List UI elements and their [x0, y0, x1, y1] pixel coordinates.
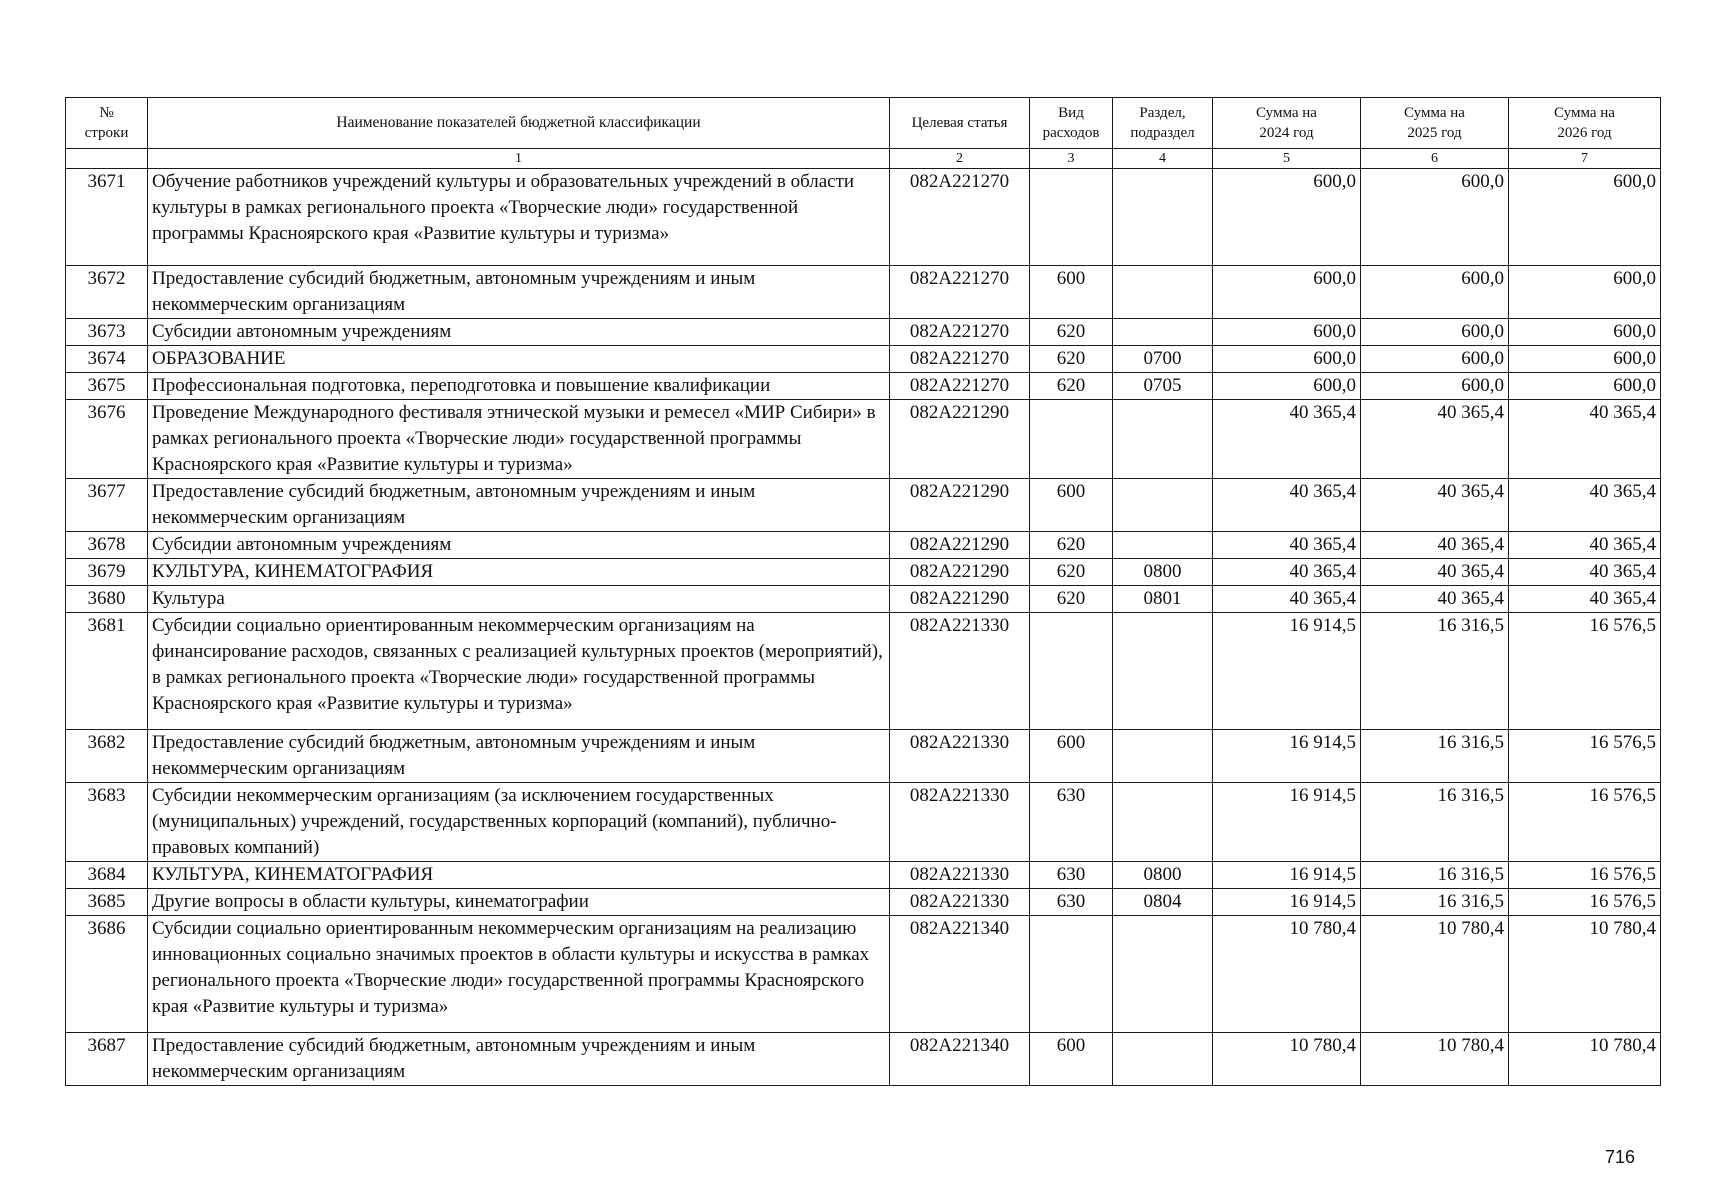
row-number: 3682 — [66, 730, 148, 783]
header-sum-2024: Сумма на 2024 год — [1213, 98, 1361, 149]
sum-2026: 16 576,5 — [1509, 862, 1661, 889]
section-code — [1113, 319, 1213, 346]
sum-2026: 16 576,5 — [1509, 889, 1661, 916]
sum-2025: 40 365,4 — [1361, 400, 1509, 479]
sum-2025: 10 780,4 — [1361, 916, 1509, 1033]
row-number: 3685 — [66, 889, 148, 916]
header-row-number: № строки — [66, 98, 148, 149]
sum-2025: 16 316,5 — [1361, 783, 1509, 862]
table-row — [66, 532, 1661, 559]
sum-2026: 16 576,5 — [1509, 730, 1661, 783]
row-number: 3687 — [66, 1033, 148, 1086]
section-code: 0801 — [1113, 586, 1213, 613]
sum-2025: 600,0 — [1361, 169, 1509, 266]
indicator-name: ОБРАЗОВАНИЕ — [148, 346, 890, 373]
sum-2025: 600,0 — [1361, 319, 1509, 346]
row-number: 3676 — [66, 400, 148, 479]
target-article: 082А221270 — [890, 169, 1030, 266]
sum-2024: 16 914,5 — [1213, 889, 1361, 916]
sum-2025: 600,0 — [1361, 266, 1509, 319]
sum-2026: 10 780,4 — [1509, 916, 1661, 1033]
expense-type: 620 — [1030, 373, 1113, 400]
target-article: 082А221330 — [890, 889, 1030, 916]
target-article: 082А221270 — [890, 373, 1030, 400]
target-article: 082А221340 — [890, 1033, 1030, 1086]
expense-type — [1030, 613, 1113, 730]
column-number: 4 — [1113, 149, 1213, 169]
table-row — [66, 730, 1661, 783]
section-code — [1113, 613, 1213, 730]
expense-type: 630 — [1030, 783, 1113, 862]
sum-2024: 40 365,4 — [1213, 559, 1361, 586]
row-number: 3674 — [66, 346, 148, 373]
indicator-name: Субсидии некоммерческим организациям (за исключением государственных (муниципальных) учреждений, государственных корпораций (компаний), публично-правовых компаний) — [148, 783, 890, 862]
indicator-name: Профессиональная подготовка, переподготовка и повышение квалификации — [148, 373, 890, 400]
sum-2024: 600,0 — [1213, 266, 1361, 319]
target-article: 082А221270 — [890, 319, 1030, 346]
table-row — [66, 916, 1661, 1033]
indicator-name: Предоставление субсидий бюджетным, автономным учреждениям и иным некоммерческим организациям — [148, 266, 890, 319]
target-article: 082А221290 — [890, 586, 1030, 613]
column-number: 7 — [1509, 149, 1661, 169]
sum-2026: 40 365,4 — [1509, 559, 1661, 586]
table-row — [66, 346, 1661, 373]
indicator-name: Субсидии автономным учреждениям — [148, 532, 890, 559]
row-number: 3678 — [66, 532, 148, 559]
sum-2025: 16 316,5 — [1361, 613, 1509, 730]
sum-2025: 10 780,4 — [1361, 1033, 1509, 1086]
section-code — [1113, 730, 1213, 783]
table-row — [66, 169, 1661, 266]
table-row — [66, 400, 1661, 479]
expense-type: 620 — [1030, 346, 1113, 373]
row-number: 3686 — [66, 916, 148, 1033]
sum-2024: 16 914,5 — [1213, 613, 1361, 730]
table-row — [66, 1033, 1661, 1086]
expense-type: 620 — [1030, 319, 1113, 346]
target-article: 082А221330 — [890, 862, 1030, 889]
sum-2026: 40 365,4 — [1509, 400, 1661, 479]
indicator-name: КУЛЬТУРА, КИНЕМАТОГРАФИЯ — [148, 559, 890, 586]
target-article: 082А221270 — [890, 346, 1030, 373]
indicator-name: Другие вопросы в области культуры, кинематографии — [148, 889, 890, 916]
row-number: 3677 — [66, 479, 148, 532]
row-number: 3684 — [66, 862, 148, 889]
section-code — [1113, 916, 1213, 1033]
row-number: 3673 — [66, 319, 148, 346]
row-number: 3679 — [66, 559, 148, 586]
sum-2026: 600,0 — [1509, 319, 1661, 346]
expense-type: 630 — [1030, 862, 1113, 889]
page-number: 716 — [1605, 1147, 1636, 1167]
sum-2025: 600,0 — [1361, 346, 1509, 373]
table-row — [66, 266, 1661, 319]
table-row — [66, 479, 1661, 532]
target-article: 082А221270 — [890, 266, 1030, 319]
target-article: 082А221290 — [890, 479, 1030, 532]
indicator-name: Культура — [148, 586, 890, 613]
row-number: 3683 — [66, 783, 148, 862]
row-number: 3671 — [66, 169, 148, 266]
sum-2026: 600,0 — [1509, 346, 1661, 373]
sum-2025: 40 365,4 — [1361, 586, 1509, 613]
sum-2024: 600,0 — [1213, 169, 1361, 266]
target-article: 082А221330 — [890, 730, 1030, 783]
budget-table — [65, 97, 1661, 1086]
header-sum-2025: Сумма на 2025 год — [1361, 98, 1509, 149]
table-row — [66, 613, 1661, 730]
section-code — [1113, 1033, 1213, 1086]
section-code — [1113, 400, 1213, 479]
table-row — [66, 783, 1661, 862]
sum-2026: 600,0 — [1509, 373, 1661, 400]
sum-2024: 10 780,4 — [1213, 1033, 1361, 1086]
column-numbers-row — [66, 149, 1661, 169]
expense-type: 620 — [1030, 559, 1113, 586]
target-article: 082А221290 — [890, 400, 1030, 479]
sum-2025: 40 365,4 — [1361, 559, 1509, 586]
sum-2024: 600,0 — [1213, 373, 1361, 400]
sum-2025: 16 316,5 — [1361, 730, 1509, 783]
sum-2026: 16 576,5 — [1509, 613, 1661, 730]
indicator-name: Субсидии автономным учреждениям — [148, 319, 890, 346]
sum-2026: 10 780,4 — [1509, 1033, 1661, 1086]
sum-2024: 16 914,5 — [1213, 862, 1361, 889]
expense-type: 600 — [1030, 266, 1113, 319]
table-row — [66, 373, 1661, 400]
table-row — [66, 862, 1661, 889]
sum-2024: 40 365,4 — [1213, 532, 1361, 559]
indicator-name: Субсидии социально ориентированным некоммерческим организациям на реализацию инновационных социально значимых проектов в области культуры и искусства в рамках регионального проекта «Творческие люди» государственной программы Красноярского края «Развитие культуры и туризма» — [148, 916, 890, 1033]
section-code — [1113, 479, 1213, 532]
target-article: 082А221340 — [890, 916, 1030, 1033]
indicator-name: КУЛЬТУРА, КИНЕМАТОГРАФИЯ — [148, 862, 890, 889]
target-article: 082А221330 — [890, 783, 1030, 862]
section-code — [1113, 532, 1213, 559]
indicator-name: Проведение Международного фестиваля этнической музыки и ремесел «МИР Сибири» в рамках регионального проекта «Творческие люди» государственной программы Красноярского края «Развитие культуры и туризма» — [148, 400, 890, 479]
sum-2024: 40 365,4 — [1213, 586, 1361, 613]
column-number — [66, 149, 148, 169]
indicator-name: Предоставление субсидий бюджетным, автономным учреждениям и иным некоммерческим организациям — [148, 479, 890, 532]
expense-type — [1030, 169, 1113, 266]
sum-2024: 10 780,4 — [1213, 916, 1361, 1033]
sum-2025: 600,0 — [1361, 373, 1509, 400]
column-number: 5 — [1213, 149, 1361, 169]
column-number: 3 — [1030, 149, 1113, 169]
sum-2025: 16 316,5 — [1361, 862, 1509, 889]
sum-2026: 40 365,4 — [1509, 479, 1661, 532]
sum-2024: 16 914,5 — [1213, 783, 1361, 862]
table-row — [66, 889, 1661, 916]
header-sum-2026: Сумма на 2026 год — [1509, 98, 1661, 149]
header-section-subsection: Раздел, подраздел — [1113, 98, 1213, 149]
header-row — [66, 98, 1661, 149]
header-target-article: Целевая статья — [890, 98, 1030, 149]
expense-type: 620 — [1030, 532, 1113, 559]
expense-type — [1030, 916, 1113, 1033]
expense-type: 630 — [1030, 889, 1113, 916]
expense-type: 600 — [1030, 1033, 1113, 1086]
column-number: 6 — [1361, 149, 1509, 169]
section-code — [1113, 783, 1213, 862]
section-code: 0804 — [1113, 889, 1213, 916]
expense-type — [1030, 400, 1113, 479]
header-indicator-name: Наименование показателей бюджетной классификации — [148, 98, 890, 149]
column-number: 2 — [890, 149, 1030, 169]
sum-2026: 40 365,4 — [1509, 532, 1661, 559]
sum-2024: 600,0 — [1213, 319, 1361, 346]
sum-2024: 16 914,5 — [1213, 730, 1361, 783]
table-row — [66, 319, 1661, 346]
expense-type: 620 — [1030, 586, 1113, 613]
indicator-name: Обучение работников учреждений культуры и образовательных учреждений в области культуры в рамках регионального проекта «Творческие люди» государственной программы Красноярского края «Развитие культуры и туризма» — [148, 169, 890, 266]
row-number: 3672 — [66, 266, 148, 319]
sum-2024: 40 365,4 — [1213, 400, 1361, 479]
header-expense-type: Вид расходов — [1030, 98, 1113, 149]
indicator-name: Предоставление субсидий бюджетным, автономным учреждениям и иным некоммерческим организациям — [148, 730, 890, 783]
sum-2026: 600,0 — [1509, 266, 1661, 319]
sum-2024: 40 365,4 — [1213, 479, 1361, 532]
table-row — [66, 559, 1661, 586]
section-code: 0705 — [1113, 373, 1213, 400]
sum-2024: 600,0 — [1213, 346, 1361, 373]
expense-type: 600 — [1030, 479, 1113, 532]
table-body — [66, 169, 1661, 1086]
sum-2026: 600,0 — [1509, 169, 1661, 266]
sum-2025: 40 365,4 — [1361, 532, 1509, 559]
expense-type: 600 — [1030, 730, 1113, 783]
table-row — [66, 586, 1661, 613]
section-code: 0700 — [1113, 346, 1213, 373]
row-number: 3681 — [66, 613, 148, 730]
section-code — [1113, 169, 1213, 266]
sum-2025: 16 316,5 — [1361, 889, 1509, 916]
column-number: 1 — [148, 149, 890, 169]
target-article: 082А221290 — [890, 559, 1030, 586]
target-article: 082А221290 — [890, 532, 1030, 559]
row-number: 3680 — [66, 586, 148, 613]
indicator-name: Субсидии социально ориентированным некоммерческим организациям на финансирование расходов, связанных с реализацией культурных проектов (мероприятий), в рамках регионального проекта «Творческие люди» государственной программы Красноярского края «Развитие культуры и туризма» — [148, 613, 890, 730]
section-code: 0800 — [1113, 862, 1213, 889]
section-code — [1113, 266, 1213, 319]
sum-2025: 40 365,4 — [1361, 479, 1509, 532]
sum-2026: 40 365,4 — [1509, 586, 1661, 613]
target-article: 082А221330 — [890, 613, 1030, 730]
sum-2026: 16 576,5 — [1509, 783, 1661, 862]
row-number: 3675 — [66, 373, 148, 400]
section-code: 0800 — [1113, 559, 1213, 586]
indicator-name: Предоставление субсидий бюджетным, автономным учреждениям и иным некоммерческим организациям — [148, 1033, 890, 1086]
